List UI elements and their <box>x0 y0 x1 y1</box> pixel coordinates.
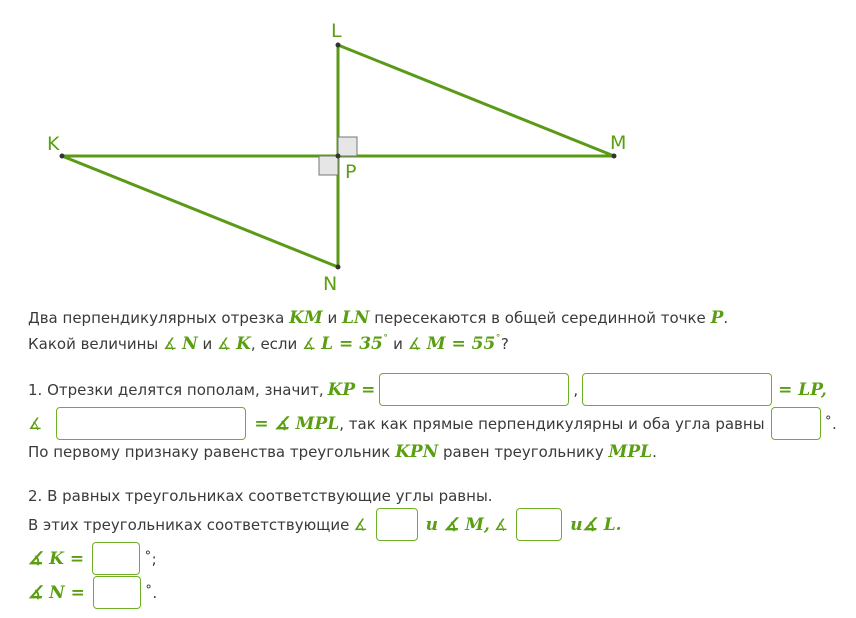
problem-text: Два перпендикулярных отрезка <box>28 309 290 327</box>
problem-text: пересекаются в общей серединной точке <box>369 309 711 327</box>
equals-angle-mpl: = ∡ MPL <box>254 413 340 434</box>
point-K <box>60 154 65 159</box>
and-angle-m: и ∡ M, <box>425 514 490 535</box>
step1-line-3 <box>28 442 657 462</box>
segment-KN <box>62 156 338 267</box>
corresponding-angle-input-1[interactable] <box>376 508 418 541</box>
angle-symbol: ∡ <box>217 334 232 353</box>
step1-text: По первому признаку равенства треугольник <box>28 443 396 461</box>
segment-ln-label: LN <box>341 308 370 328</box>
segment-km-label: KM <box>289 308 323 328</box>
step2-line-4 <box>28 576 161 609</box>
triangle-kpn-label: KPN <box>395 442 439 462</box>
label-P: P <box>345 161 357 183</box>
angle-symbol: ∡ <box>353 515 368 534</box>
and-angle-l: и∡ L. <box>570 514 622 535</box>
problem-text: , если <box>250 335 303 353</box>
step1-reason-text: , так как прямые перпендикулярны и оба угла равны <box>339 414 765 433</box>
right-angle-marker-upper <box>338 137 357 156</box>
step1-text: равен треугольнику <box>438 443 609 461</box>
step2-line-3 <box>28 542 161 575</box>
angle-l-value: L = 35 <box>321 334 383 354</box>
point-M <box>612 154 617 159</box>
segment-LM <box>338 45 614 156</box>
right-angle-marker-lower <box>319 156 338 175</box>
label-L: L <box>331 20 342 42</box>
degree-punct: ˚. <box>824 414 837 433</box>
angle-symbol: ∡ <box>163 334 178 353</box>
angle-k-label: K <box>236 334 251 354</box>
kp-equals: KP = <box>327 379 376 400</box>
step2-text: В этих треугольниках соответствующие <box>28 515 350 534</box>
kp-answer-input-2[interactable] <box>582 373 772 406</box>
punct: . <box>652 443 657 461</box>
step1-text: 1. Отрезки делятся пополам, значит, <box>28 380 324 399</box>
angle-n-equals: ∡ N = <box>28 582 85 603</box>
angle-answer-input[interactable] <box>56 407 246 440</box>
angle-k-equals: ∡ K = <box>28 548 85 569</box>
geometry-figure <box>0 0 856 300</box>
step2-line-2 <box>28 508 626 541</box>
step2-text: 2. В равных треугольниках соответствующие углы равны. <box>28 487 493 505</box>
angle-symbol: ∡ <box>407 334 422 353</box>
label-N: N <box>323 273 338 295</box>
punct: , <box>573 380 579 399</box>
problem-line-2: Какой величины ∡ N и ∡ K, если ∡ L = 35˚ и ∡ M = 55˚? <box>28 333 509 354</box>
step1-line-1 <box>28 373 831 406</box>
step1-line-2 <box>28 407 841 440</box>
equals-lp: = LP, <box>778 379 827 400</box>
label-M: M <box>610 132 627 154</box>
angle-symbol: ∡ <box>28 414 43 433</box>
angle-symbol: ∡ <box>302 334 317 353</box>
degree-punct: ˚. <box>144 583 158 602</box>
angle-n-label: N <box>182 334 198 354</box>
corresponding-angle-input-2[interactable] <box>516 508 562 541</box>
angle-symbol: ∡ <box>493 515 509 534</box>
label-K: K <box>47 133 60 155</box>
punct: ? <box>500 335 509 353</box>
point-N <box>336 265 341 270</box>
triangle-mpl-label: MPL <box>608 442 653 462</box>
conj: и <box>322 309 342 327</box>
point-p-label: P <box>710 308 724 328</box>
point-P <box>336 154 341 159</box>
conj: и <box>197 335 217 353</box>
point-L <box>336 43 341 48</box>
kp-answer-input-1[interactable] <box>379 373 569 406</box>
degree-answer-input[interactable] <box>771 407 821 440</box>
problem-text: Какой величины <box>28 335 164 353</box>
problem-line-1 <box>28 308 728 328</box>
angle-k-answer-input[interactable] <box>92 542 140 575</box>
degree-punct: ˚; <box>144 549 157 568</box>
angle-m-value: M = 55 <box>426 334 496 354</box>
punct: . <box>723 309 729 327</box>
step2-line-1 <box>28 486 493 506</box>
angle-n-answer-input[interactable] <box>93 576 141 609</box>
